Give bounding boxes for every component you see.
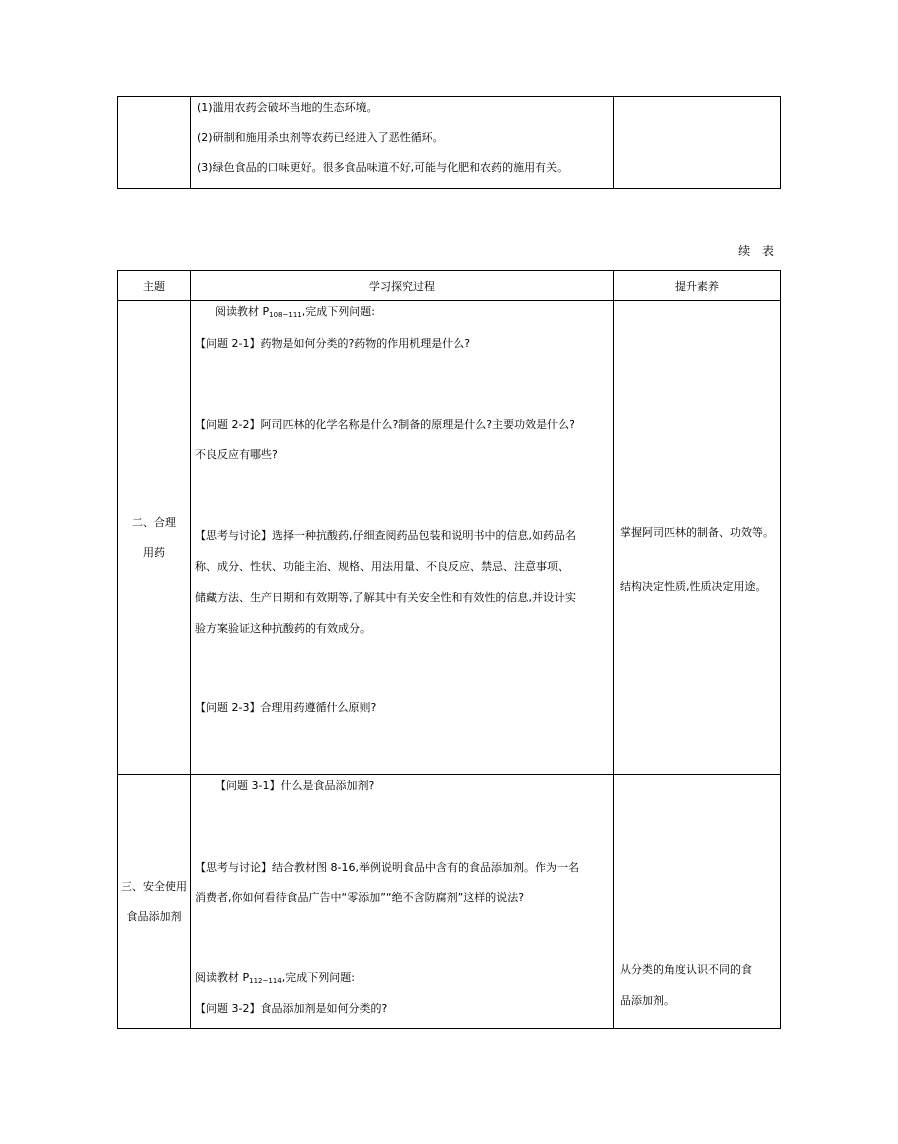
topic-medication-line1: 二、合理	[132, 515, 176, 529]
table-top-process-cell	[191, 97, 614, 189]
reading-prefix: 阅读教材 P	[215, 305, 270, 318]
reading2-suffix: ,完成下列问题:	[281, 971, 355, 984]
think-discuss-additives-line2: 消费者,你如何看待食品广告中“零添加”“绝不含防腐剂”这样的说法?	[195, 891, 525, 904]
reading-suffix: ,完成下列问题:	[301, 305, 375, 318]
question-2-1: 【问题 2-1】药物是如何分类的?药物的作用机理是什么?	[195, 337, 471, 350]
literacy-additives-1: 从分类的角度认识不同的食	[620, 963, 752, 976]
reading-pages: 108~111	[269, 311, 302, 319]
question-2-2-line2: 不良反应有哪些?	[195, 448, 278, 461]
topic-additives-line2: 食品添加剂	[126, 909, 182, 923]
literacy-cell-additives	[614, 775, 781, 1029]
continued-label: 续 表	[738, 244, 778, 258]
think-discuss-additives-line1: 【思考与讨论】结合教材图 8-16,举例说明食品中含有的食品添加剂。作为一名	[195, 861, 579, 874]
reading-instruction-2	[195, 971, 355, 985]
topic-cell-medication	[118, 301, 191, 775]
think-discuss-line4: 验方案验证这种抗酸药的有效成分。	[195, 622, 371, 635]
topic-cell-additives	[118, 775, 191, 1029]
statement-3: (3)绿色食品的口味更好。很多食品味道不好,可能与化肥和农药的施用有关。	[197, 161, 569, 174]
topic-additives-line1: 三、安全使用	[121, 879, 187, 893]
topic-medication-line2: 用药	[143, 545, 165, 559]
literacy-additives-2: 品添加剂。	[620, 994, 675, 1007]
reading-instruction-1	[215, 305, 375, 319]
process-cell-medication	[191, 301, 614, 775]
statement-2: (2)研制和施用杀虫剂等农药已经进入了恶性循环。	[197, 131, 444, 144]
header-literacy: 提升素养	[614, 271, 781, 301]
literacy-medication-2: 结构决定性质,性质决定用途。	[620, 580, 767, 593]
question-3-1: 【问题 3-1】什么是食品添加剂?	[215, 779, 375, 792]
think-discuss-line1: 【思考与讨论】选择一种抗酸药,仔细查阅药品包装和说明书中的信息,如药品名	[195, 529, 576, 542]
header-process: 学习探究过程	[191, 271, 614, 301]
question-2-2-line1: 【问题 2-2】阿司匹林的化学名称是什么?制备的原理是什么?主要功效是什么?	[195, 418, 575, 431]
table-top	[117, 96, 781, 189]
reading2-pages: 112~114	[249, 977, 282, 985]
reading2-prefix: 阅读教材 P	[195, 971, 250, 984]
think-discuss-line3: 储藏方法、生产日期和有效期等,了解其中有关安全性和有效性的信息,并设计实	[195, 591, 576, 604]
process-cell-additives	[191, 775, 614, 1029]
table-main	[117, 270, 781, 1029]
question-2-3: 【问题 2-3】合理用药遵循什么原则?	[195, 701, 377, 714]
literacy-medication-1: 掌握阿司匹林的制备、功效等。	[620, 526, 774, 539]
header-topic: 主题	[118, 271, 191, 301]
literacy-cell-medication	[614, 301, 781, 775]
question-3-2: 【问题 3-2】食品添加剂是如何分类的?	[195, 1002, 388, 1015]
table-top-topic-cell	[118, 97, 191, 189]
table-top-literacy-cell	[614, 97, 781, 189]
statement-1: (1)滥用农药会破坏当地的生态环境。	[197, 101, 378, 114]
think-discuss-line2: 称、成分、性状、功能主治、规格、用法用量、不良反应、禁忌、注意事项、	[195, 560, 569, 573]
